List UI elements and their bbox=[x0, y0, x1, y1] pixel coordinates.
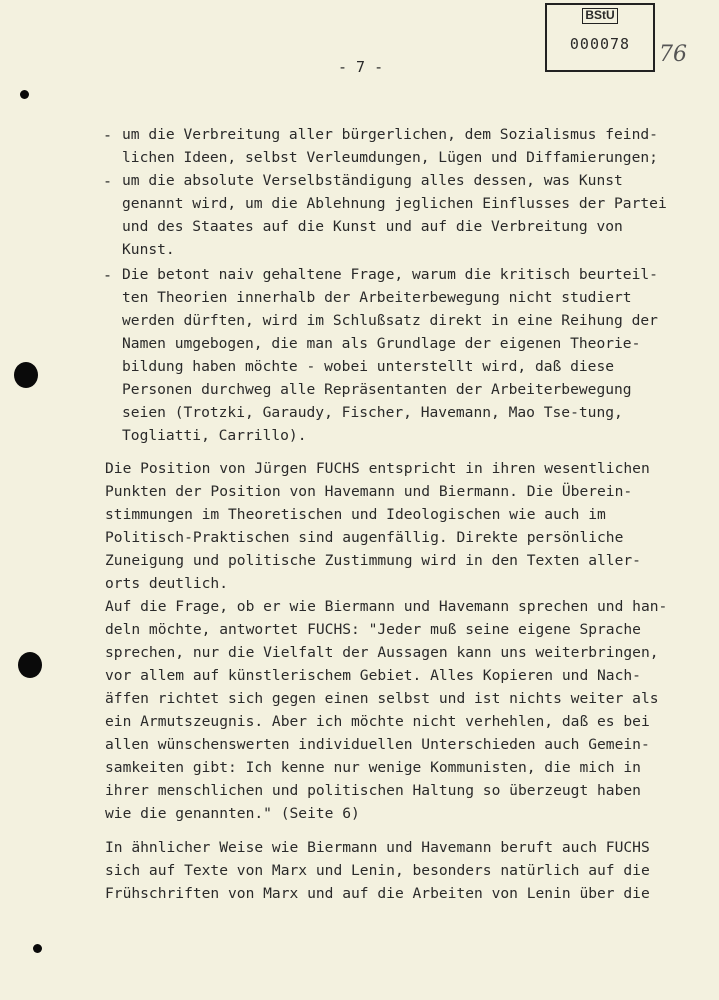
handwritten-page-number: 76 bbox=[659, 42, 687, 67]
archive-stamp bbox=[545, 3, 655, 72]
text-line: ein Armutszeugnis. Aber ich möchte nicht verhehlen, daß es bei bbox=[105, 713, 650, 730]
text-line: deln möchte, antwortet FUCHS: "Jeder muß seine eigene Sprache bbox=[105, 621, 641, 638]
page-number: - 7 - bbox=[338, 58, 384, 76]
punch-hole bbox=[14, 362, 38, 388]
text-line: bildung haben möchte - wobei unterstellt wird, daß diese bbox=[122, 358, 615, 375]
punch-hole-mark bbox=[20, 90, 29, 99]
bullet-dash: - bbox=[103, 172, 113, 190]
text-line: Auf die Frage, ob er wie Biermann und Havemann sprechen und han- bbox=[105, 598, 668, 615]
text-line: Personen durchweg alle Repräsentanten der Arbeiterbewegung bbox=[122, 381, 632, 398]
text-line: Die betont naiv gehaltene Frage, warum die kritisch beurteil- bbox=[122, 266, 658, 283]
stamp-label: BStU bbox=[582, 8, 618, 24]
text-line: allen wünschenswerten individuellen Unterschieden auch Gemein- bbox=[105, 736, 650, 753]
text-line: Kunst. bbox=[122, 241, 175, 258]
text-line: Namen umgebogen, die man als Grundlage der eigenen Theorie- bbox=[122, 335, 641, 352]
text-line: werden dürften, wird im Schlußsatz direkt in eine Reihung der bbox=[122, 312, 658, 329]
text-line: Frühschriften von Marx und auf die Arbeiten von Lenin über die bbox=[105, 885, 650, 902]
text-line: Politisch-Praktischen sind augenfällig. Direkte persönliche bbox=[105, 529, 624, 546]
text-line: sprechen, nur die Vielfalt der Aussagen kann uns weiterbringen, bbox=[105, 644, 659, 661]
text-line: Die Position von Jürgen FUCHS entspricht in ihren wesentlichen bbox=[105, 460, 650, 477]
text-line: samkeiten gibt: Ich kenne nur wenige Kommunisten, die mich in bbox=[105, 759, 641, 776]
text-line: und des Staates auf die Kunst und auf die Verbreitung von bbox=[122, 218, 623, 235]
text-line: vor allem auf künstlerischem Gebiet. Alles Kopieren und Nach- bbox=[105, 667, 641, 684]
text-line: Togliatti, Carrillo). bbox=[122, 427, 307, 444]
punch-hole bbox=[18, 652, 42, 678]
text-line: Punkten der Position von Havemann und Biermann. Die Überein- bbox=[105, 483, 633, 500]
text-line: seien (Trotzki, Garaudy, Fischer, Havemann, Mao Tse-tung, bbox=[122, 404, 623, 421]
text-line: stimmungen im Theoretischen und Ideologischen wie auch im bbox=[105, 506, 606, 523]
text-line: In ähnlicher Weise wie Biermann und Havemann beruft auch FUCHS bbox=[105, 839, 650, 856]
text-line: Zuneigung und politische Zustimmung wird in den Texten aller- bbox=[105, 552, 641, 569]
text-line: um die absolute Verselbständigung alles dessen, was Kunst bbox=[122, 172, 623, 189]
text-line: sich auf Texte von Marx und Lenin, besonders natürlich auf die bbox=[105, 862, 650, 879]
text-line: wie die genannten." (Seite 6) bbox=[105, 805, 360, 822]
punch-hole-mark bbox=[33, 944, 42, 953]
text-line: orts deutlich. bbox=[105, 575, 229, 592]
text-line: äffen richtet sich gegen einen selbst und ist nichts weiter als bbox=[105, 690, 659, 707]
text-line: um die Verbreitung aller bürgerlichen, dem Sozialismus feind- bbox=[122, 126, 658, 143]
bullet-dash: - bbox=[103, 266, 113, 284]
text-line: ihrer menschlichen und politischen Haltung so überzeugt haben bbox=[105, 782, 641, 799]
text-line: lichen Ideen, selbst Verleumdungen, Lügen und Diffamierungen; bbox=[122, 149, 658, 166]
text-line: genannt wird, um die Ablehnung jeglichen Einflusses der Partei bbox=[122, 195, 667, 212]
bullet-dash: - bbox=[103, 126, 113, 144]
stamp-number: 000078 bbox=[569, 35, 631, 53]
text-line: ten Theorien innerhalb der Arbeiterbewegung nicht studiert bbox=[122, 289, 632, 306]
